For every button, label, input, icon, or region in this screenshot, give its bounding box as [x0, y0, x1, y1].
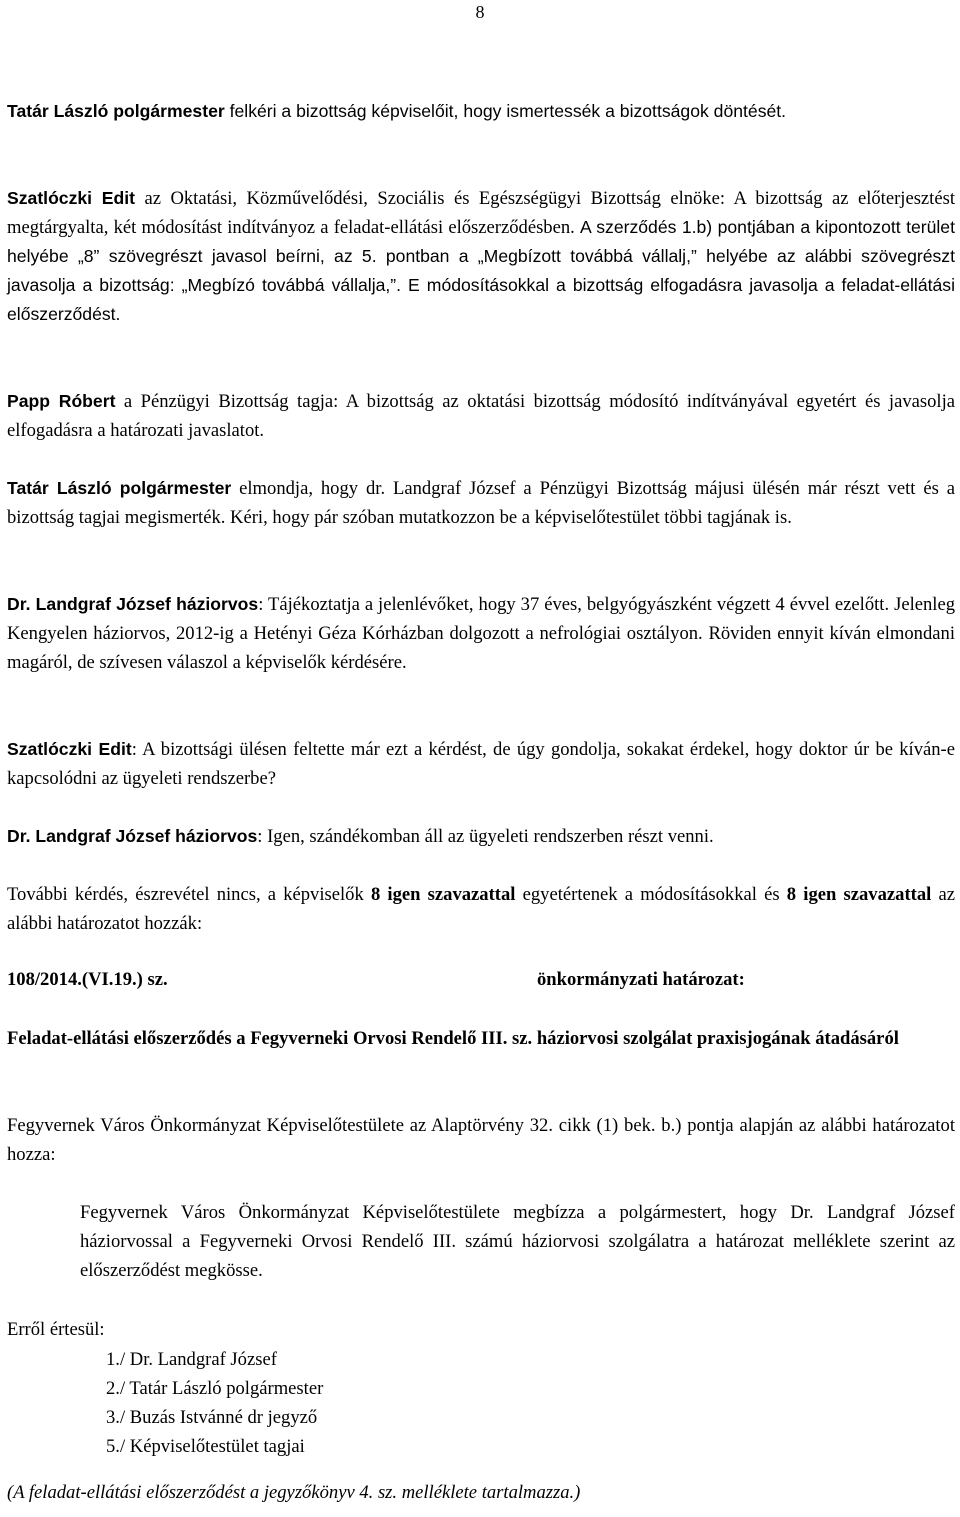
list-item: 2./ Tatár László polgármester [106, 1378, 324, 1399]
decision-body: Fegyvernek Város Önkormányzat Képviselőtestülete megbízza a polgármestert, hogy Dr. Landgraf József háziorvossal a Fegyverneki Orvosi Rendelő III. számú háziorvosi szolgálatra a határozat melléklete szerint az előszerződést megkösse. [80, 1202, 955, 1281]
decision-intro: Fegyvernek Város Önkormányzat Képviselőtestülete az Alaptörvény 32. cikk (1) bek. b.) pontja alapján az alábbi határozatot hozza: [7, 1115, 955, 1165]
decision-title: Feladat-ellátási előszerződés a Fegyverneki Orvosi Rendelő III. sz. háziorvosi szolgálat praxisjogának átadásáról [7, 1028, 899, 1049]
paragraph-mayor-request [7, 97, 955, 126]
paragraph-text: : Igen, szándékomban áll az ügyeleti rendszerben részt venni. [257, 826, 714, 847]
speaker-name: Szatlóczki Edit [7, 739, 132, 759]
speaker-name: Szatlóczki Edit [7, 188, 136, 208]
vote-count: 8 igen szavazattal [370, 884, 516, 905]
speaker-name: Dr. Landgraf József háziorvos [7, 594, 259, 614]
paragraph-doctor-intro [7, 590, 955, 677]
paragraph-doctor-answer [7, 822, 955, 851]
vote-count: 8 igen szavazattal [786, 884, 932, 905]
paragraph-text: az Oktatási, Közművelődési, Szociális és Egészségügyi Bizottság elnöke: A bizottság az előterjesztést megtárgyalta, két módosítást indítványoz a feladat-ellátási előszerződésben. [7, 188, 956, 238]
paragraph-vote: További kérdés, észrevétel nincs, a képviselők 8 igen szavazattal egyetértenek a módosításokkal és 8 igen szavazattal az alábbi határozatot hozzák: [7, 884, 955, 934]
list-item: 1./ Dr. Landgraf József [106, 1349, 277, 1370]
paragraph-text: A szerződés 1.b) pontjában a kipontozott terület helyébe „8” szövegrészt javasol beírni, az 5. pontban a „Megbízott továbbá vállalj,” helyébe az alábbi szövegrészt javasolja a bizottság: „Megbízó továbbá vállalja,”. E módosításokkal a bizottság elfogadásra javasolja a feladat-ellátási előszerződést. [7, 217, 955, 324]
footnote: (A feladat-ellátási előszerződést a jegyzőkönyv 4. sz. melléklete tartalmazza.) [7, 1482, 581, 1503]
speaker-name: Dr. Landgraf József háziorvos [7, 826, 258, 846]
speaker-name: Tatár László polgármester [7, 101, 225, 121]
list-item: 3./ Buzás Istvánné dr jegyző [106, 1407, 318, 1428]
page-number: 8 [475, 2, 485, 22]
paragraph-mayor-intro [7, 474, 955, 532]
paragraph-text: felkéri a bizottság képviselőit, hogy ismertessék a bizottságok döntését. [224, 101, 787, 121]
paragraph-text: : A bizottsági ülésen feltette már ezt a kérdést, de úgy gondolja, sokakat érdekel, hogy doktor úr be kíván-e kapcsolódni az ügyeleti rendszerbe? [7, 739, 956, 789]
paragraph-finance-committee [7, 387, 955, 445]
paragraph-chair-question [7, 735, 955, 793]
paragraph-text: elmondja, hogy dr. Landgraf József a Pénzügyi Bizottság májusi ülésén már részt vett és a bizottság tagjai megismerték. Kéri, hogy pár szóban mutatkozzon be a képviselőtestület többi tagjának is. [7, 478, 955, 528]
paragraph-text: : Tájékoztatja a jelenlévőket, hogy 37 éves, belgyógyászként végzett 4 évvel ezelőtt. Jelenleg Kengyelen háziorvos, 2012-ig a Hetényi Géza Kórházban dolgozott a nefrológiai osztályon. Röviden ennyit kíván elmondani magáról, de szívesen válaszol a képviselők kérdésére. [7, 594, 956, 673]
paragraph-text: a Pénzügyi Bizottság tagja: A bizottság az oktatási bizottság módosító indítványával egyetért és javasolja elfogadásra a határozati javaslatot. [7, 391, 956, 441]
paragraph-committee-chair [7, 184, 955, 329]
decision-number: 108/2014.(VI.19.) sz. [7, 969, 168, 990]
speaker-name: Papp Róbert [7, 391, 116, 411]
decision-type: önkormányzati határozat: [537, 969, 745, 990]
speaker-name: Tatár László polgármester [7, 478, 232, 498]
notify-list [106, 1345, 323, 1461]
notify-heading: Erről értesül: [7, 1319, 105, 1340]
list-item: 5./ Képviselőtestület tagjai [106, 1436, 305, 1457]
